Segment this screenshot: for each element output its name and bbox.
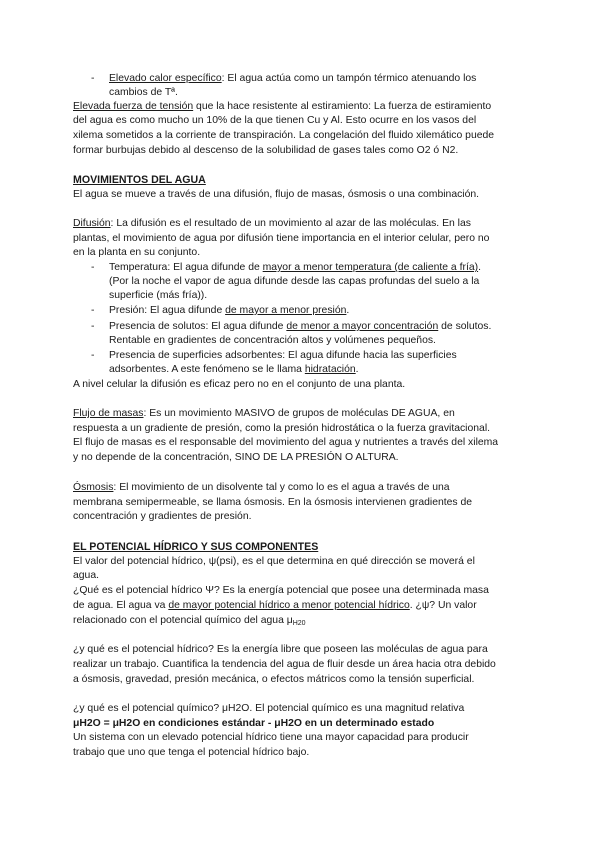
text-line: El valor del potencial hídrico, ψ(psi), es el que determina en qué dirección se moverá el (73, 556, 475, 567)
text-line: El agua se mueve a través de una difusión, flujo de masas, ósmosis o una combinación. (73, 189, 480, 200)
text-line: El flujo de masas es el responsable del movimiento del agua y nutrientes a través del xilema (73, 437, 499, 448)
text-line: Rentable en gradientes de concentración altos y volúmenes pequeños. (109, 335, 436, 346)
bullet-solutos: Presencia de solutos: El agua difunde de menor a mayor concentración de solutos. (109, 321, 492, 332)
text-line: respuesta a un gradiente de presión, como la presión hidrostática o la fuerza gravitacional. (73, 423, 491, 434)
text-line: en la planta en su conjunto. (73, 247, 201, 258)
text-line: ¿y qué es el potencial hídrico? Es la energía libre que poseen las moléculas de agua para (73, 644, 488, 655)
heading-movimientos: MOVIMIENTOS DEL AGUA (73, 174, 206, 186)
text-line: adsorbentes. A este fenómeno se le llama hidratación. (109, 364, 359, 375)
text-line: concentración y gradientes de presión. (73, 511, 252, 522)
text-line: superficie (más fría)). (109, 290, 208, 301)
text-line: de agua. El agua va de mayor potencial hídrico a menor potencial hídrico. ¿ψ? Un valor (73, 600, 477, 611)
bullet-dash: - (91, 350, 95, 361)
bullet-dash: - (91, 321, 95, 332)
bullet-dash: - (91, 262, 95, 273)
text-line: plantas, el movimiento de agua por difusión tiene importancia en el interior celular, pero no (73, 233, 490, 244)
heading-potencial-hidrico: EL POTENCIAL HÍDRICO Y SUS COMPONENTES (73, 541, 319, 553)
text-line: realizar un trabajo. Cuantifica la tendencia del agua de fluir desde un área hacia otra debido (73, 659, 496, 670)
paragraph-difusion: Difusión: La difusión es el resultado de un movimiento al azar de las moléculas. En las (73, 218, 471, 229)
text-line: membrana semipermeable, se llama ósmosis. En la ósmosis intervienen gradientes de (73, 497, 473, 508)
text-line: xilema sometidos a la corriente de transpiración. La congelación del fluido xilemático puede (73, 130, 495, 141)
text-line: formar burbujas debido al descenso de la solubilidad de gases tales como O2 ó N2. (73, 145, 459, 156)
text-line: del agua es como mucho un 10% de la que tienen Cu y Al. Esto ocurre en los vasos del (73, 115, 477, 126)
bullet-presion: Presión: El agua difunde de mayor a menor presión. (109, 305, 350, 316)
text-line: y no depende de la concentración, SINO DE LA PRESIÓN O ALTURA. (73, 452, 399, 463)
paragraph-fuerza-tension: Elevada fuerza de tensión que la hace resistente al estiramiento: La fuerza de estiramiento (73, 101, 492, 112)
bullet-calor-especifico: Elevado calor específico: El agua actúa como un tampón térmico atenuando los (109, 73, 477, 84)
text-line: (Por la noche el vapor de agua difunde desde las capas profundas del suelo a la (109, 276, 480, 287)
paragraph-osmosis: Ósmosis: El movimiento de un disolvente tal y como lo es el agua a través de una (73, 482, 450, 493)
text-line: ¿y qué es el potencial químico? μH2O. El potencial químico es una magnitud relativa (73, 703, 465, 714)
text-line: a ósmosis, gravedad, presión mecánica, o efectos mátricos como la tensión superficial. (73, 674, 475, 685)
text-line: trabajo que uno que tenga el potencial hídrico bajo. (73, 747, 310, 758)
bullet-dash: - (91, 73, 95, 84)
bullet-temperatura: Temperatura: El agua difunde de mayor a menor temperatura (de caliente a fría). (109, 262, 481, 273)
text-line: cambios de Tª. (109, 87, 178, 98)
text-line: ¿Qué es el potencial hídrico Ψ? Es la energía potencial que posee una determinada masa (73, 585, 489, 596)
text-line: relacionado con el potencial químico del agua $\mu_{H20}$ (73, 615, 306, 627)
bullet-dash: - (91, 305, 95, 316)
text-line: A nivel celular la difusión es eficaz pero no en el conjunto de una planta. (73, 379, 406, 390)
text-line: agua. (73, 570, 100, 581)
text-line: Un sistema con un elevado potencial hídrico tiene una mayor capacidad para producir (73, 732, 469, 743)
paragraph-flujo-masas: Flujo de masas: Es un movimiento MASIVO de grupos de moléculas DE AGUA, en (73, 408, 455, 419)
bullet-superficies: Presencia de superficies adsorbentes: El agua difunde hacia las superficies (109, 350, 457, 361)
formula-potencial-quimico: μH2O = μH2O en condiciones estándar - μH2O en un determinado estado (73, 718, 435, 729)
